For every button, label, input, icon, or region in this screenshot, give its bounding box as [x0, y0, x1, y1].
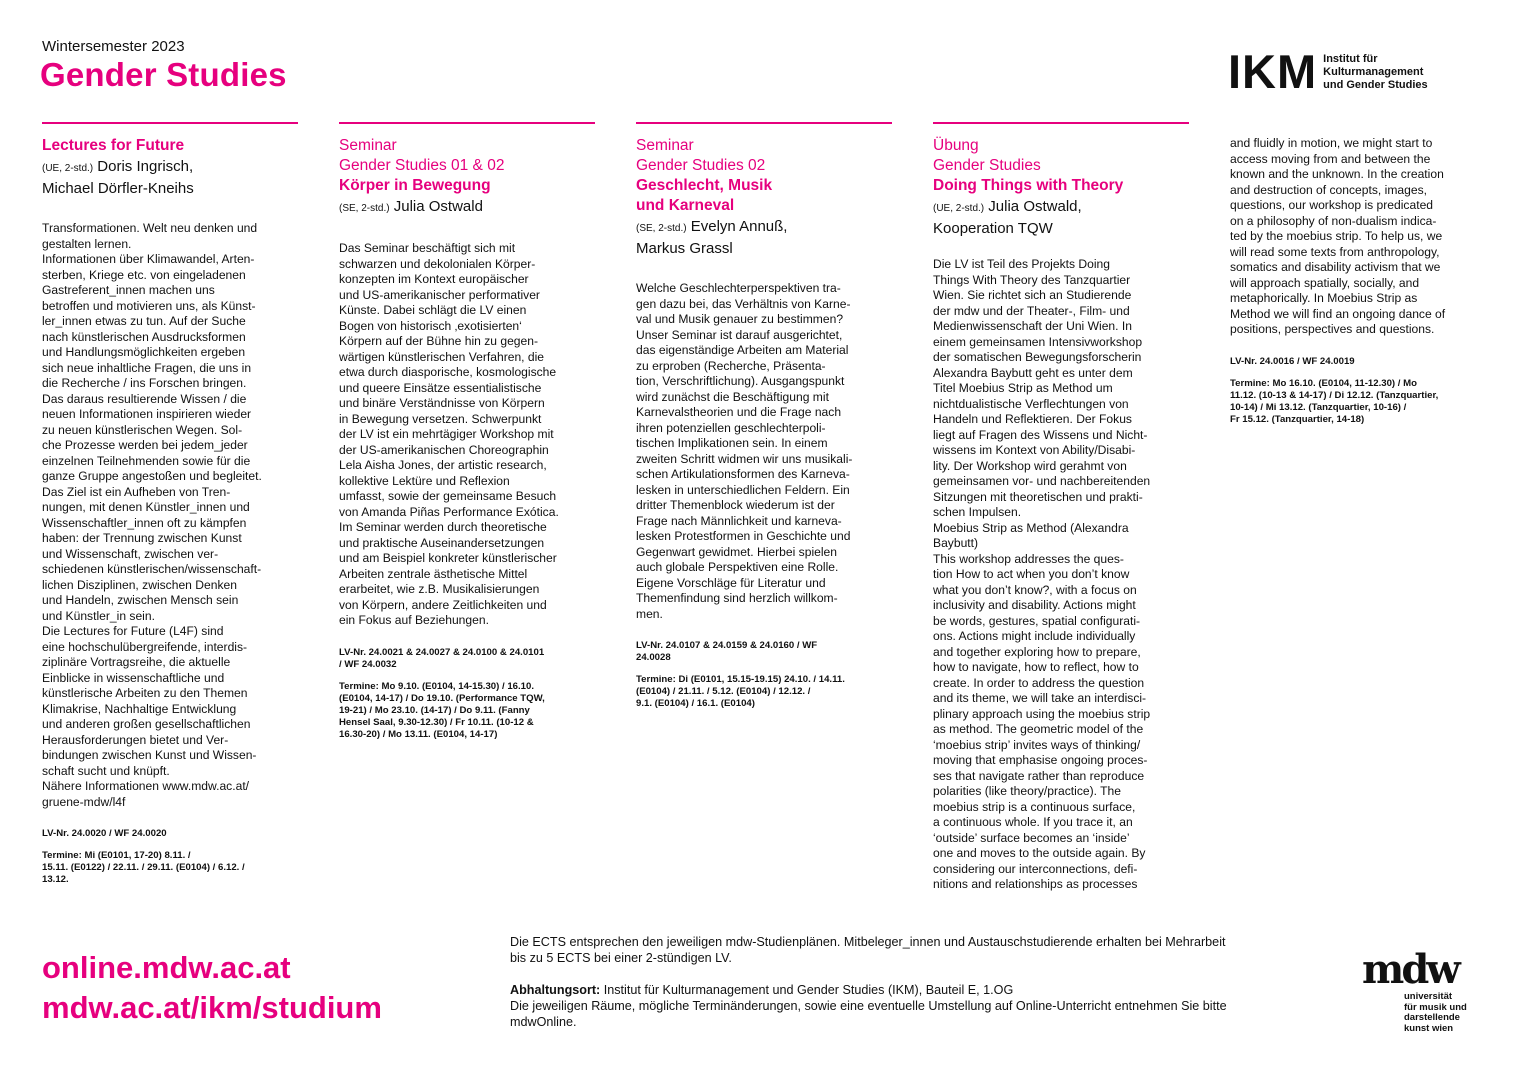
rooms-note: Die jeweiligen Räume, mögliche Terminänderungen, sowie eine eventuelle Umstellung auf Online-Unterricht entnehmen Sie bitte mdwOnline. [510, 999, 1227, 1029]
course-column-continuation [1230, 136, 1492, 426]
column-divider [933, 122, 1189, 124]
location-label: Abhaltungsort: [510, 983, 601, 997]
link-online-mdw[interactable]: online.mdw.ac.at [42, 950, 291, 985]
course-title: Körper in Bewegung [339, 177, 491, 194]
ikm-logo-letters: IKM [1228, 45, 1318, 98]
course-kind: Übung Gender Studies [933, 137, 1041, 174]
course-dates: Termine: Mo 16.10. (E0104, 11-12.30) / Mo 11.12. (10-13 & 14-17) / Di 12.12. (Tanzquartier, 10-14) / Mi 13.12. (Tanzquartier, 10-16) / Fr 15.12. (Tanzquartier, 14-18) [1230, 377, 1439, 425]
course-lv-number: LV-Nr. 24.0021 & 24.0027 & 24.0100 & 24.0101 / WF 24.0032 [339, 646, 545, 670]
link-ikm-studium[interactable]: mdw.ac.at/ikm/studium [42, 990, 382, 1025]
mdw-logo-word: mdw [1362, 946, 1458, 993]
course-type: (SE, 2-std.) [339, 203, 390, 214]
course-column-koerper-in-bewegung [339, 122, 595, 741]
course-dates: Termine: Di (E0101, 15.15-19.15) 24.10. / 14.11. (E0104) / 21.11. / 5.12. (E0104) / 12.12. / 9.1. (E0104) / 16.1. (E0104) [636, 674, 845, 709]
course-lecturers: Julia Ostwald, Kooperation TQW [933, 198, 1082, 237]
course-title: Geschlecht, Musik und Karneval [636, 177, 773, 214]
location-text: Institut für Kulturmanagement und Gender Studies (IKM), Bauteil E, 1.OG [600, 983, 1014, 997]
column-divider [636, 122, 892, 124]
course-column-geschlecht-musik-karneval [636, 122, 892, 710]
course-type: (UE, 2-std.) [933, 203, 985, 214]
mdw-logo-line: darstellende [1404, 1012, 1460, 1023]
page-title: Gender Studies [40, 56, 287, 93]
footer-info [510, 934, 1240, 1046]
website-links [42, 948, 382, 1028]
course-type: (UE, 2-std.) [42, 163, 94, 174]
mdw-logo-text [1404, 992, 1467, 1034]
ikm-logo-line: Institut für [1323, 53, 1378, 65]
course-meta [636, 217, 892, 259]
course-type: (SE, 2-std.) [636, 223, 687, 234]
course-lv-number: LV-Nr. 24.0107 & 24.0159 & 24.0160 / WF 24.0028 [636, 640, 818, 663]
course-lecturers: Doris Ingrisch, Michael Dörfler-Kneihs [42, 158, 194, 197]
ects-note: Die ECTS entsprechen den jeweiligen mdw-Studienplänen. Mitbeleger_innen und Austauschstudierende erhalten bei Mehrarbeit bis zu 5 ECTS bei einer 2-stündigen LV. [510, 935, 1226, 965]
course-dates: Termine: Mo 9.10. (E0104, 14-15.30) / 16.10. (E0104, 14-17) / Do 19.10. (Performance TQW, 19-21) / Mo 23.10. (14-17) / Do 9.11. (Fanny Hensel Saal, 9.30-12.30) / Fr 10.11. (10-12 & 16.30-20) / Mo 13.11. (E0104, 14-17) [339, 680, 545, 740]
mdw-logo-line: für musik und [1404, 1001, 1467, 1013]
course-lv-number: LV-Nr. 24.0020 / WF 24.0020 [42, 828, 167, 839]
location-note [510, 982, 1240, 1030]
ikm-logo-line: Kulturmanagement [1323, 66, 1424, 78]
ikm-logo-text [1323, 53, 1428, 92]
course-lecturers: Julia Ostwald [393, 198, 483, 215]
course-lv-number: LV-Nr. 24.0016 / WF 24.0019 [1230, 355, 1355, 367]
course-description: Welche Geschlechterperspektiven tra- gen dazu bei, das Verhältnis von Karne- val und Musik genauer zu bestimmen? Unser Seminar ist darauf ausgerichtet, das eigenständige Arbeiten am Material zu erproben (Recherche, Präsenta- tion, Verschriftlichung). Ausgangspunkt wird zunächst die Beschäftigung mit Karnevalstheorien und die Frage nach ihren potenziellen geschlechterpoli- tischen Implikationen sein. In einem zweiten Schritt widmen wir uns musikali- schen Artikulationsformen des Karneva- lesken in unterschiedlichen Feldern. Ein dritter Themenblock wiederum ist der Frage nach Männlichkeit und karneva- lesken Protestformen in Geschichte und Gegenwart gewidmet. Hierbei spielen auch globale Perspektiven eine Rolle. Eigene Vorschläge für Literatur und Themenfindung sind herzlich willkom- men. [636, 281, 853, 621]
course-description-continued: and fluidly in motion, we might start to access moving from and between the known and the unknown. In the creation and destruction of concepts, images, questions, our workshop is predicated on a philosophy of non-dualism indica- ted by the moebius strip. To help us, we will read some texts from anthropology, somatics and disability activism that we will approach spatially, socially, and metaphorically. In Moebius Strip as Method we will find an ongoing dance of positions, perspectives and questions. [1230, 136, 1446, 336]
mdw-logo [1362, 946, 1482, 1040]
semester-label: Wintersemester 2023 [42, 38, 185, 55]
course-title: Doing Things with Theory [933, 177, 1124, 194]
course-kind: Seminar Gender Studies 02 [636, 137, 766, 174]
course-column-lectures-for-future [42, 122, 298, 886]
course-description: Transformationen. Welt neu denken und gestalten lernen. Informationen über Klimawandel, Arten- sterben, Kriege etc. von eingeladenen Gastreferent_innen machen uns betroffen und motivieren uns, als Künst- ler_innen etwas zu tun. Auf der Suche nach künstlerischen Ausdrucksformen und Handlungsmöglichkeiten ergeben sich neue inhaltliche Fragen, die uns in die Recherche / ins Forschen bringen. Das daraus resultierende Wissen / die neuen Informationen inspirieren wieder zu neuen künstlerischen Wegen. Sol- che Prozesse werden bei jedem_jeder einzelnen Teilnehmenden sowie für die ganze Gruppe angestoßen und begleitet. Das Ziel ist ein Aufheben von Tren- nungen, mit denen Künstler_innen und Wissenschaftler_innen oft zu kämpfen haben: der Trennung zwischen Kunst und Wissenschaft, zwischen ver- schiedenen künstlerischen/wissenschaft- lichen Disziplinen, zwischen Denken und Handeln, zwischen Mensch sein und Künstler_in sein. Die Lectures for Future (L4F) sind eine hochschulübergreifende, interdis- ziplinäre Vortragsreihe, die aktuelle Einblicke in wissenschaftliche und künstlerische Arbeiten zu den Themen Klimakrise, Nachhaltige Entwicklung und anderen großen gesellschaftlichen Herausforderungen bietet und Ver- bindungen zwischen Kunst und Wissen- schaft sucht und knüpft. Nähere Informationen www.mdw.ac.at/ gruene-mdw/l4f [42, 221, 262, 809]
course-meta [42, 157, 298, 199]
ikm-logo-line: und Gender Studies [1323, 79, 1428, 91]
ikm-logo [1228, 45, 1428, 98]
course-title: Lectures for Future [42, 137, 185, 154]
course-description: Das Seminar beschäftigt sich mit schwarzen und dekolonialen Körper- konzepten im Kontext europäischer und US-amerikanischer performativer Künste. Dabei schlägt die LV einen Bogen von historisch ‚exotisierten‘ Körpern auf der Bühne hin zu gegen- wärtigen künstlerischen Verfahren, die etwa durch diasporische, kosmologische und queere Einsätze essentialistische und binäre Verständnisse von Körpern in Bewegung versetzen. Schwerpunkt der LV ist ein mehrtägiger Workshop mit der US-amerikanischen Choreographin Lela Aisha Jones, der artistic research, kollektive Lektüre und Reflexion umfasst, sowie der gemeinsame Besuch von Amanda Piñas Performance Exótica. Im Seminar werden durch theoretische und praktische Auseinandersetzungen und am Beispiel konkreter künstlerischer Arbeiten zentrale ästhetische Mittel erarbeitet, wie z.B. Musikalisierungen von Körpern, andere Zeitlichkeiten und ein Fokus auf Beziehungen. [339, 241, 559, 627]
column-divider [42, 122, 298, 124]
course-kind: Seminar Gender Studies 01 & 02 [339, 137, 505, 174]
mdw-logo-line: kunst wien [1404, 1022, 1454, 1034]
course-description: Die LV ist Teil des Projekts Doing Things With Theory des Tanzquartier Wien. Sie richtet sich an Studierende der mdw und der Theater-, Film- und Medienwissenschaft der Uni Wien. In einem gemeinsamen Intensivworkshop der somatischen Bewegungsforscherin Alexandra Baybutt geht es unter dem Titel Moebius Strip as Method um nichtdualistische Verflechtungen von Handeln und Reflektieren. Der Fokus liegt auf Fragen des Wissens und Nicht- wissens im Kontext von Ability/Disabi- lity. Der Workshop wird gerahmt von gemeinsamen vor- und nachbereitenden Sitzungen mit theoretischen und prakti- schen Impulsen. Moebius Strip as Method (Alexandra Baybutt) This workshop addresses the ques- tion How to act when you don’t know what you don’t know?, with a focus on inclusivity and disability. Actions might be words, gestures, spatial configurati- ons. Actions might include individually and together exploring how to prepare, how to navigate, how to reflect, how to create. In order to address the question and its theme, we will take an interdisci- plinary approach using the moebius strip as method. The geometric model of the ‘moebius strip’ invites ways of thinking/ moving that emphasise ongoing proces- ses that navigate rather than reproduce polarities (like theory/practice). The moebius strip is a continuous surface, a continuous whole. If you trace it, an ‘outside’ surface becomes an ‘inside’ one and moves to the outside again. By considering our interconnections, defi- nitions and relationships as processes [933, 257, 1151, 891]
course-meta [339, 197, 595, 219]
course-column-doing-things-with-theory [933, 122, 1189, 893]
mdw-logo-line: universität [1404, 991, 1453, 1002]
course-dates: Termine: Mi (E0101, 17-20) 8.11. / 15.11. (E0122) / 22.11. / 29.11. (E0104) / 6.12. / 13.12. [42, 850, 245, 885]
column-divider [339, 122, 595, 124]
course-lecturers: Evelyn Annuß, Markus Grassl [636, 218, 788, 257]
course-meta [933, 197, 1189, 239]
